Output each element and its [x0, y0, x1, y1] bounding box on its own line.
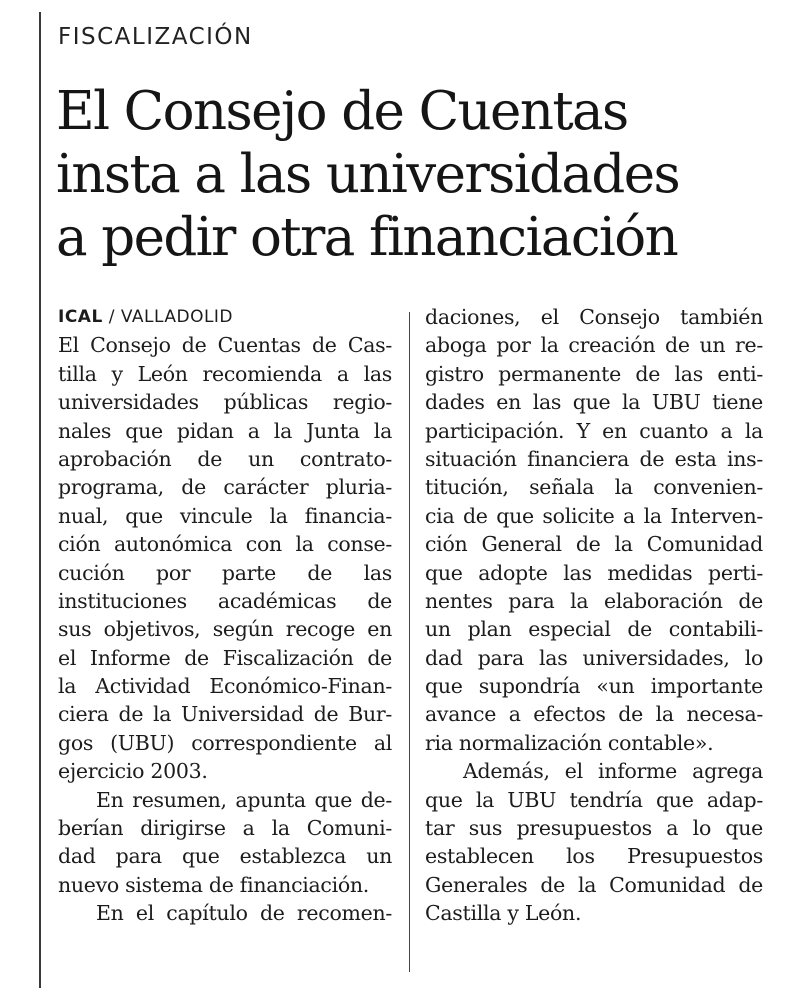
- byline-separator: /: [102, 307, 121, 327]
- text-line: titución, señala la convenien-: [425, 475, 763, 500]
- text-line: que la UBU tendría que adap-: [425, 787, 763, 812]
- text-line: aboga por la creación de un re-: [425, 333, 763, 358]
- text-line: ria normalización contable».: [425, 730, 714, 755]
- text-line: avance a efectos de la necesa-: [425, 702, 763, 727]
- headline-line: a pedir otra financiación: [56, 207, 678, 268]
- text-line: nales que pidan a la Junta la: [58, 418, 392, 443]
- text-line: ciera de la Universidad de Bur-: [58, 702, 392, 727]
- text-line: Castilla y León.: [425, 901, 582, 926]
- text-line: aprobación de un contrato-: [58, 446, 392, 471]
- text-line: que supondría «un importante: [425, 674, 763, 699]
- text-line: Además, el informe agrega: [463, 759, 763, 784]
- text-line: En resumen, apunta que de-: [96, 787, 392, 812]
- text-line: El Consejo de Cuentas de Cas-: [58, 333, 392, 358]
- text-line: dad para que establezca un: [58, 844, 392, 869]
- headline-line: insta a las universidades: [56, 144, 680, 205]
- text-line: nuevo sistema de financiación.: [58, 872, 370, 897]
- headline-line: El Consejo de Cuentas: [56, 81, 628, 142]
- text-line: cia de que solicite a la Interven-: [425, 503, 763, 528]
- text-line: establecen los Presupuestos: [425, 844, 763, 869]
- headline: [56, 80, 776, 269]
- text-line: berían dirigirse a la Comuni-: [58, 816, 392, 841]
- page-margin-rule: [39, 12, 41, 988]
- text-line: dades en las que la UBU tiene: [425, 390, 763, 415]
- text-line: el Informe de Fiscalización de: [58, 645, 392, 670]
- text-line: instituciones académicas de: [58, 588, 392, 613]
- text-line: gos (UBU) correspondiente al: [58, 730, 392, 755]
- text-line: universidades públicas regio-: [58, 390, 392, 415]
- text-line: cución por parte de las: [58, 560, 392, 585]
- text-line: participación. Y en cuanto a la: [425, 418, 763, 443]
- text-line: tar sus presupuestos a lo que: [425, 816, 763, 841]
- column-divider: [409, 312, 410, 972]
- text-line: tilla y León recomienda a las: [58, 361, 392, 386]
- text-line: programa, de carácter pluria-: [58, 475, 392, 500]
- text-line: daciones, el Consejo también: [425, 305, 763, 329]
- byline: [58, 303, 392, 331]
- article-column-right: [425, 303, 763, 928]
- text-line: un plan especial de contabili-: [425, 617, 763, 642]
- section-label: FISCALIZACIÓN: [58, 24, 253, 50]
- text-line: nentes para la elaboración de: [425, 588, 763, 613]
- text-line: la Actividad Económico-Finan-: [58, 674, 392, 699]
- text-line: gistro permanente de las enti-: [425, 361, 763, 386]
- text-line: ción autonómica con la conse-: [58, 532, 392, 557]
- text-line: nual, que vincule la financia-: [58, 503, 392, 528]
- text-line: sus objetivos, según recoge en: [58, 617, 392, 642]
- text-line: situación financiera de esta ins-: [425, 446, 763, 471]
- text-line: dad para las universidades, lo: [425, 645, 763, 670]
- article-column-left: [58, 303, 392, 928]
- text-line: ción General de la Comunidad: [425, 532, 763, 557]
- byline-location: VALLADOLID: [120, 307, 234, 327]
- text-line: Generales de la Comunidad de: [425, 872, 763, 897]
- byline-agency: ICAL: [58, 307, 103, 327]
- text-line: que adopte las medidas perti-: [425, 560, 763, 585]
- text-line: ejercicio 2003.: [58, 759, 208, 784]
- text-line: En el capítulo de recomen-: [96, 901, 392, 926]
